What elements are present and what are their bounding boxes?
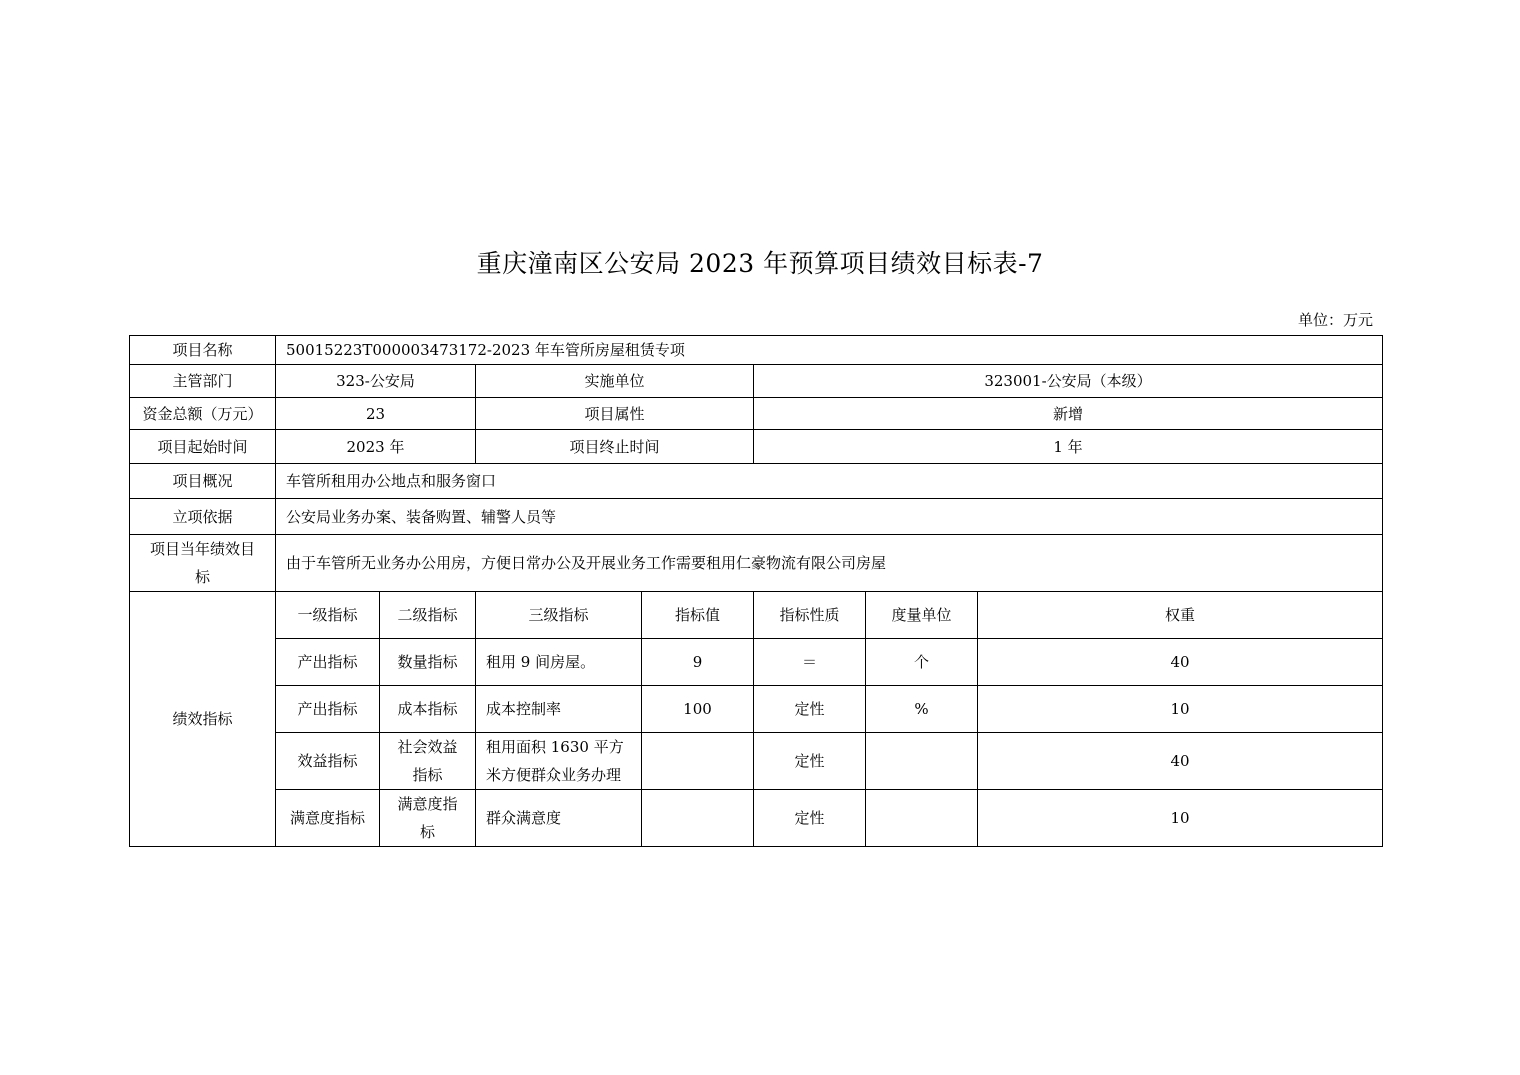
row2-level2: 成本指标 <box>380 686 476 733</box>
header-level3: 三级指标 <box>476 592 642 639</box>
row1-level1: 产出指标 <box>276 639 380 686</box>
goal-value: 由于车管所无业务办公用房，方便日常办公及开展业务工作需要租用仁豪物流有限公司房屋 <box>276 535 1383 592</box>
performance-table <box>129 335 1383 847</box>
fund-label: 资金总额（万元） <box>130 398 276 430</box>
row4-nature: 定性 <box>754 790 866 847</box>
header-level2: 二级指标 <box>380 592 476 639</box>
row3-level2: 社会效益指标 <box>380 733 476 790</box>
indicators-section-label: 绩效指标 <box>130 592 276 847</box>
project-name-value: 50015223T000003473172-2023 年车管所房屋租赁专项 <box>276 336 1383 365</box>
indicator-header-row <box>130 592 1383 639</box>
row1-unit: 个 <box>866 639 978 686</box>
header-weight: 权重 <box>978 592 1383 639</box>
indicator-row <box>130 733 1383 790</box>
page-title: 重庆潼南区公安局 2023 年预算项目绩效目标表-7 <box>476 249 1044 278</box>
table-row <box>130 398 1383 430</box>
table-row <box>130 430 1383 464</box>
row2-value: 100 <box>642 686 754 733</box>
row3-level1: 效益指标 <box>276 733 380 790</box>
row3-value <box>642 733 754 790</box>
header-value: 指标值 <box>642 592 754 639</box>
row2-unit: % <box>866 686 978 733</box>
end-label: 项目终止时间 <box>476 430 754 464</box>
row2-weight: 10 <box>978 686 1383 733</box>
row1-level2: 数量指标 <box>380 639 476 686</box>
row2-nature: 定性 <box>754 686 866 733</box>
header-nature: 指标性质 <box>754 592 866 639</box>
row1-nature: ＝ <box>754 639 866 686</box>
overview-value: 车管所租用办公地点和服务窗口 <box>276 464 1383 499</box>
row2-level1: 产出指标 <box>276 686 380 733</box>
header-level1: 一级指标 <box>276 592 380 639</box>
table-row <box>130 464 1383 499</box>
row1-value: 9 <box>642 639 754 686</box>
basis-value: 公安局业务办案、装备购置、辅警人员等 <box>276 499 1383 535</box>
row4-value <box>642 790 754 847</box>
attr-label: 项目属性 <box>476 398 754 430</box>
table-row <box>130 535 1383 592</box>
dept-label: 主管部门 <box>130 365 276 398</box>
overview-label: 项目概况 <box>130 464 276 499</box>
start-label: 项目起始时间 <box>130 430 276 464</box>
row3-weight: 40 <box>978 733 1383 790</box>
start-value: 2023 年 <box>276 430 476 464</box>
row4-weight: 10 <box>978 790 1383 847</box>
row3-level3: 租用面积 1630 平方米方便群众业务办理 <box>476 733 642 790</box>
impl-label: 实施单位 <box>476 365 754 398</box>
project-name-label: 项目名称 <box>130 336 276 365</box>
row1-weight: 40 <box>978 639 1383 686</box>
basis-label: 立项依据 <box>130 499 276 535</box>
row1-level3: 租用 9 间房屋。 <box>476 639 642 686</box>
table-row <box>130 336 1383 365</box>
indicator-row <box>130 790 1383 847</box>
row3-unit <box>866 733 978 790</box>
row4-level1: 满意度指标 <box>276 790 380 847</box>
goal-label: 项目当年绩效目标 <box>130 535 276 592</box>
row4-level2: 满意度指标 <box>380 790 476 847</box>
row4-level3: 群众满意度 <box>476 790 642 847</box>
end-value: 1 年 <box>754 430 1383 464</box>
attr-value: 新增 <box>754 398 1383 430</box>
indicator-row <box>130 639 1383 686</box>
table-row <box>130 499 1383 535</box>
row4-unit <box>866 790 978 847</box>
impl-value: 323001-公安局（本级） <box>754 365 1383 398</box>
row2-level3: 成本控制率 <box>476 686 642 733</box>
table-row <box>130 365 1383 398</box>
dept-value: 323-公安局 <box>276 365 476 398</box>
indicator-row <box>130 686 1383 733</box>
header-unit: 度量单位 <box>866 592 978 639</box>
unit-label: 单位：万元 <box>1297 311 1373 329</box>
row3-nature: 定性 <box>754 733 866 790</box>
fund-value: 23 <box>276 398 476 430</box>
